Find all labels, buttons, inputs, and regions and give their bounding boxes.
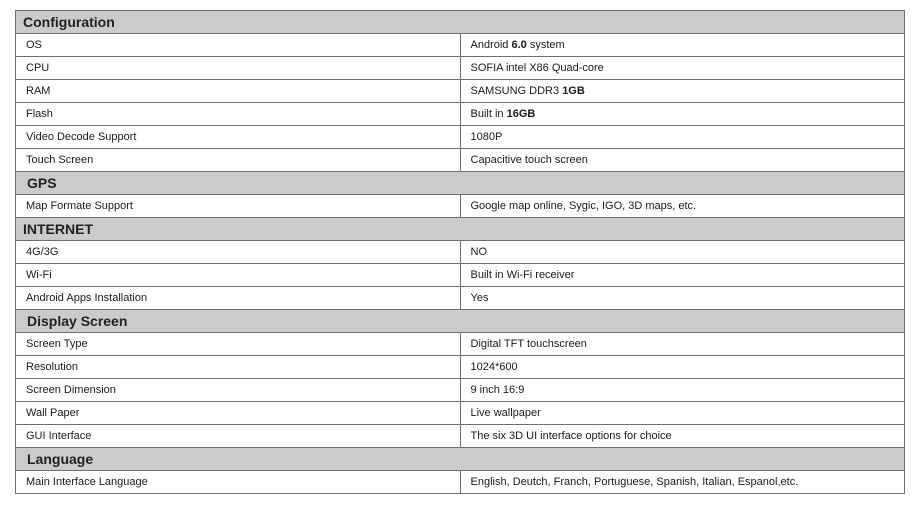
table-row <box>16 264 905 287</box>
table-row <box>16 425 905 448</box>
spec-label: Touch Screen <box>16 149 461 172</box>
spec-label: 4G/3G <box>16 241 461 264</box>
spec-value-bold: 6.0 <box>511 39 527 51</box>
spec-value: SOFIA intel X86 Quad-core <box>460 57 905 80</box>
section-title: INTERNET <box>16 218 905 241</box>
table-row <box>16 356 905 379</box>
section-title: Display Screen <box>16 310 905 333</box>
spec-value: Capacitive touch screen <box>460 149 905 172</box>
table-row <box>16 333 905 356</box>
table-row <box>16 471 905 494</box>
spec-label: Video Decode Support <box>16 126 461 149</box>
section-header-language <box>16 448 905 471</box>
table-row <box>16 287 905 310</box>
spec-value-bold: 1GB <box>562 85 585 97</box>
section-title: Language <box>16 448 905 471</box>
spec-value: Google map online, Sygic, IGO, 3D maps, etc. <box>460 195 905 218</box>
section-header-display <box>16 310 905 333</box>
spec-label: Resolution <box>16 356 461 379</box>
table-row <box>16 195 905 218</box>
spec-value-text: Built in <box>470 108 507 120</box>
spec-value <box>460 80 905 103</box>
table-row <box>16 126 905 149</box>
spec-value: Digital TFT touchscreen <box>460 333 905 356</box>
table-row <box>16 57 905 80</box>
spec-value: Live wallpaper <box>460 402 905 425</box>
section-header-gps <box>16 172 905 195</box>
table-row <box>16 34 905 57</box>
spec-value: NO <box>460 241 905 264</box>
spec-label: GUI Interface <box>16 425 461 448</box>
table-row <box>16 402 905 425</box>
spec-value-text: Android <box>470 39 512 51</box>
table-row <box>16 80 905 103</box>
spec-value: 1024*600 <box>460 356 905 379</box>
spec-label: Flash <box>16 103 461 126</box>
spec-value: Built in Wi-Fi receiver <box>460 264 905 287</box>
spec-label: Android Apps Installation <box>16 287 461 310</box>
table-row <box>16 379 905 402</box>
spec-value <box>460 34 905 57</box>
spec-value: 9 inch 16:9 <box>460 379 905 402</box>
spec-value: Yes <box>460 287 905 310</box>
spec-value: The six 3D UI interface options for choice <box>460 425 905 448</box>
spec-table <box>15 10 905 494</box>
spec-label: RAM <box>16 80 461 103</box>
spec-label: CPU <box>16 57 461 80</box>
section-header-internet <box>16 218 905 241</box>
spec-label: Wall Paper <box>16 402 461 425</box>
spec-label: Screen Type <box>16 333 461 356</box>
section-title: Configuration <box>16 11 905 34</box>
spec-label: Main Interface Language <box>16 471 461 494</box>
spec-value <box>460 103 905 126</box>
spec-value: English, Deutch, Franch, Portuguese, Spanish, Italian, Espanol,etc. <box>460 471 905 494</box>
section-header-configuration <box>16 11 905 34</box>
table-row <box>16 241 905 264</box>
spec-value-text: SAMSUNG DDR3 <box>470 85 563 97</box>
spec-label: Wi-Fi <box>16 264 461 287</box>
section-title: GPS <box>16 172 905 195</box>
spec-label: Screen Dimension <box>16 379 461 402</box>
spec-value: 1080P <box>460 126 905 149</box>
spec-label: OS <box>16 34 461 57</box>
table-row <box>16 103 905 126</box>
spec-value-bold: 16GB <box>506 108 536 120</box>
spec-label: Map Formate Support <box>16 195 461 218</box>
table-row <box>16 149 905 172</box>
spec-value-text: system <box>526 39 565 51</box>
